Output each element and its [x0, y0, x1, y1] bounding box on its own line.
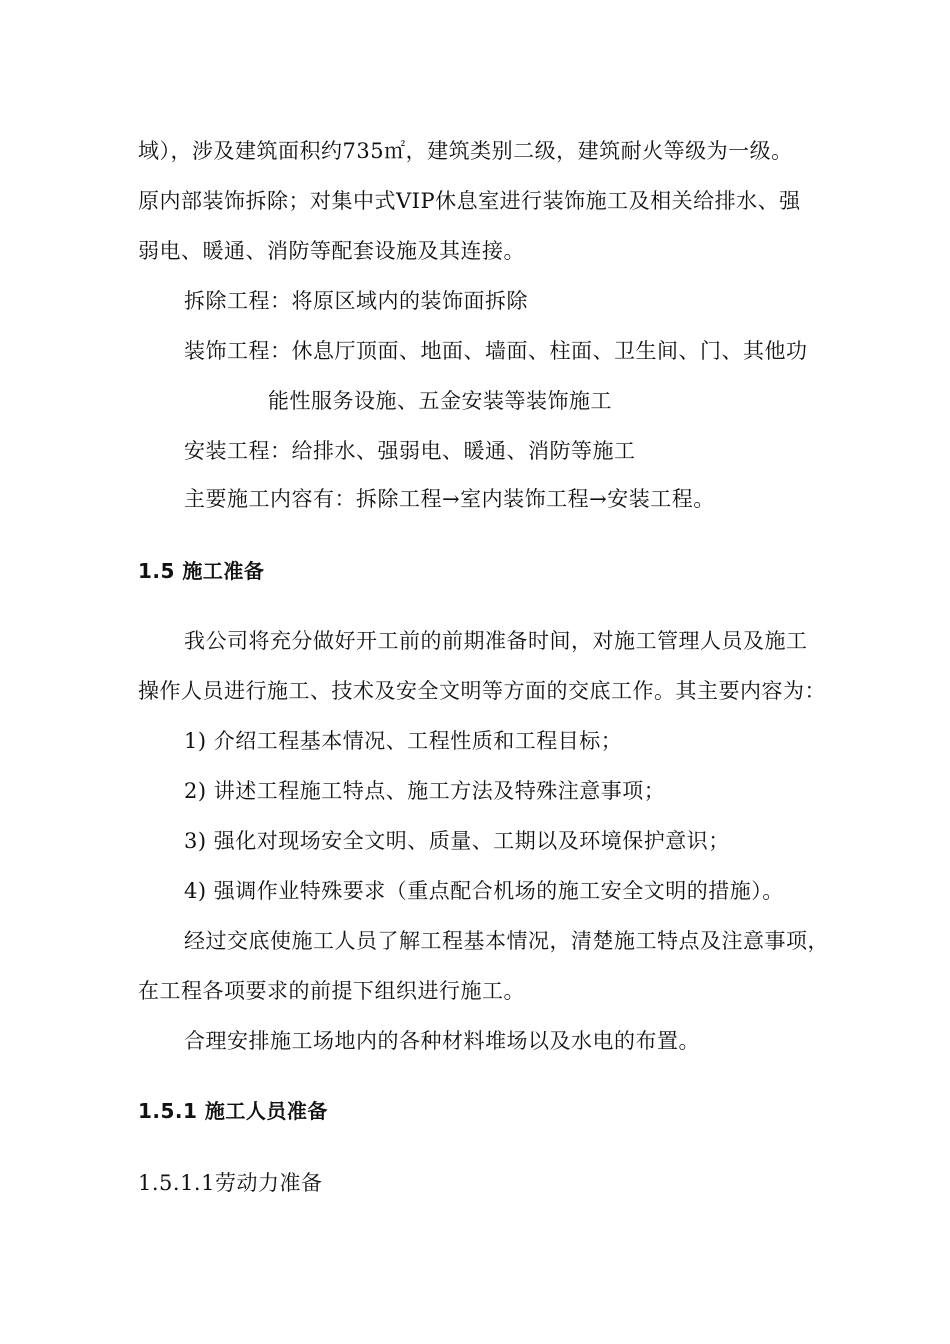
scope-line-3: 弱电、暖通、消防等配套设施及其连接。 [138, 239, 525, 263]
decoration-paragraph-line-2: 能性服务设施、五金安装等装饰施工 [268, 389, 612, 413]
arrangement-paragraph: 合理安排施工场地内的各种材料堆场以及水电的布置。 [184, 1029, 700, 1053]
section-heading-1-5: 1.5 施工准备 [138, 559, 265, 583]
section-heading-1-5-1-1: 1.5.1.1劳动力准备 [138, 1171, 323, 1195]
installation-paragraph: 安装工程：给排水、强弱电、暖通、消防等施工 [184, 439, 636, 463]
intro-line-1: 我公司将充分做好开工前的前期准备时间，对施工管理人员及施工 [184, 629, 808, 653]
list-item: 4) 强调作业特殊要求（重点配合机场的施工安全文明的措施）。 [184, 879, 784, 903]
after-briefing-line-2: 在工程各项要求的前提下组织进行施工。 [138, 979, 525, 1003]
demolition-paragraph: 拆除工程：将原区域内的装饰面拆除 [184, 289, 528, 313]
list-item: 1) 介绍工程基本情况、工程性质和工程目标； [184, 729, 623, 753]
decoration-paragraph-line-1: 装饰工程：休息厅顶面、地面、墙面、柱面、卫生间、门、其他功 [184, 339, 808, 363]
main-content-paragraph: 主要施工内容有：拆除工程→室内装饰工程→安装工程。 [184, 487, 715, 511]
section-heading-1-5-1: 1.5.1 施工人员准备 [138, 1099, 328, 1123]
scope-line-2: 原内部装饰拆除；对集中式VIP休息室进行装饰施工及相关给排水、强 [138, 189, 801, 213]
intro-line-2: 操作人员进行施工、技术及安全文明等方面的交底工作。其主要内容为： [138, 679, 826, 703]
list-item: 2) 讲述工程施工特点、施工方法及特殊注意事项； [184, 779, 666, 803]
list-item: 3) 强化对现场安全文明、质量、工期以及环境保护意识； [184, 829, 730, 853]
after-briefing-line-1: 经过交底使施工人员了解工程基本情况，清楚施工特点及注意事项， [184, 929, 829, 953]
scope-line-1: 域），涉及建筑面积约735㎡，建筑类别二级，建筑耐火等级为一级。 [138, 139, 793, 163]
